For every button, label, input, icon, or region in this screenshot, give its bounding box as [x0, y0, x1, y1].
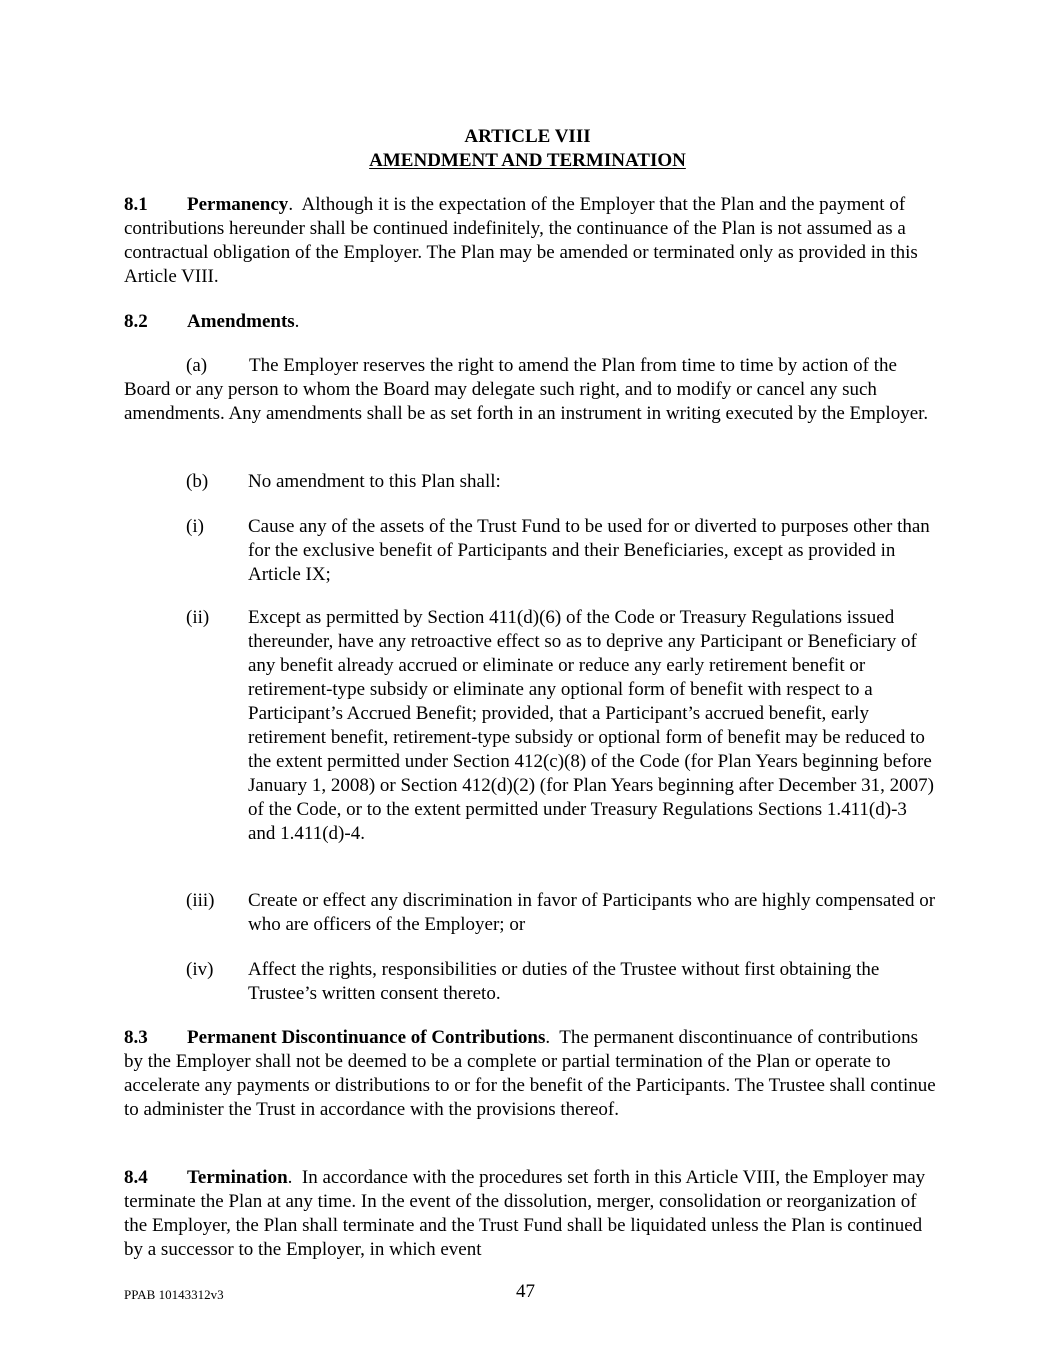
section-8-1: 8.1 Permanency. Although it is the expectation of the Employer that the Plan and the payment of contributions hereunder shall be continued indefinitely, the continuance of the Plan is not assumed as a contractual obligation of the Employer. The Plan may be amended or terminated only as provided in this Article VIII.: [124, 194, 918, 287]
list-item-label: (iv): [186, 959, 214, 980]
article-number: ARTICLE VIII: [464, 126, 591, 147]
section-8-2-a: [124, 354, 939, 426]
section-number: 8.1: [124, 194, 148, 215]
section-8-3: 8.3 Permanent Discontinuance of Contributions. The permanent discontinuance of contributions by the Employer shall not be deemed to be a complete or partial termination of the Plan or operate to accelerate any payments or distributions to or for the benefit of the Participants. The Trustee shall continue to administer the Trust in accordance with the provisions thereof.: [124, 1027, 936, 1120]
section-8-4: 8.4 Termination. In accordance with the procedures set forth in this Article VIII, the Employer may terminate the Plan at any time. In the event of the dissolution, merger, consolidation or reorganization of the Employer, the Plan shall terminate and the Trust Fund shall be liquidated unless the Plan is continued by a successor to the Employer, in which event: [124, 1167, 926, 1260]
paragraph-text: No amendment to this Plan shall:: [248, 471, 501, 492]
list-item-label: (i): [186, 516, 204, 537]
list-item-text: Cause any of the assets of the Trust Fund to be used for or diverted to purposes other than for the exclusive benefit of Participants and their Beneficiaries, except as provided in Article IX;: [248, 516, 930, 585]
section-number: 8.4: [124, 1167, 148, 1188]
list-item-text: Create or effect any discrimination in favor of Participants who are highly compensated or who are officers of the Employer; or: [248, 890, 936, 935]
paragraph-label: (a): [186, 355, 208, 376]
section-body: The permanent discontinuance of contributions by the Employer shall not be deemed to be a complete or partial termination of the Plan or operate to accelerate any payments or distributions to or for the benefit of the Participants. The Trustee shall continue to administer the Trust in accordance with the provisions thereof.: [124, 1027, 936, 1120]
page-number: 47: [516, 1281, 535, 1302]
section-title: Permanency: [187, 194, 289, 215]
article-title: [0, 149, 1055, 173]
section-title: Amendments: [187, 311, 295, 332]
document-id: PPAB 10143312v3: [124, 1287, 224, 1302]
list-item-text: Except as permitted by Section 411(d)(6) of the Code or Treasury Regulations issued thereunder, have any retroactive effect so as to deprive any Participant or Beneficiary of any benefit already accrued or eliminate or reduce any early retirement benefit or retirement-type subsidy or eliminate any optional form of benefit with respect to a Participant’s Accrued Benefit; provided, that a Participant’s accrued benefit, early retirement benefit, retirement-type subsidy or optional form of benefit may be reduced to the extent permitted under Section 412(c)(8) of the Code (for Plan Years beginning before January 1, 2008) or Section 412(d)(2) (for Plan Years beginning after December 31, 2007) of the Code, or to the extent permitted under Treasury Regulations Sections 1.411(d)-3 and 1.411(d)-4.: [248, 607, 934, 844]
section-number: 8.2: [124, 311, 148, 332]
paragraph-label: (b): [186, 471, 209, 492]
section-body: Although it is the expectation of the Employer that the Plan and the payment of contributions hereunder shall be continued indefinitely, the continuance of the Plan is not assumed as a contractual obligation of the Employer. The Plan may be amended or terminated only as provided in this Article VIII.: [124, 194, 918, 287]
section-number: 8.3: [124, 1027, 148, 1048]
paragraph-text: The Employer reserves the right to amend the Plan from time to time by action of the Board or any person to whom the Board may delegate such right, and to modify or cancel any such amendments. Any amendments shall be as set forth in an instrument in writing executed by the Employer.: [124, 355, 929, 424]
list-item-label: (iii): [186, 890, 215, 911]
section-8-2-heading: 8.2 Amendments.: [124, 311, 300, 332]
section-title: Permanent Discontinuance of Contributions: [187, 1027, 546, 1048]
list-item-label: (ii): [186, 607, 210, 628]
section-title: Termination: [187, 1167, 288, 1188]
article-title-text: AMENDMENT AND TERMINATION: [369, 150, 686, 171]
section-body: In accordance with the procedures set forth in this Article VIII, the Employer may terminate the Plan at any time. In the event of the dissolution, merger, consolidation or reorganization of the Employer, the Plan shall terminate and the Trust Fund shall be liquidated unless the Plan is continued by a successor to the Employer, in which event: [124, 1167, 926, 1260]
list-item-text: Affect the rights, responsibilities or duties of the Trustee without first obtaining the Trustee’s written consent thereto.: [248, 959, 880, 1004]
